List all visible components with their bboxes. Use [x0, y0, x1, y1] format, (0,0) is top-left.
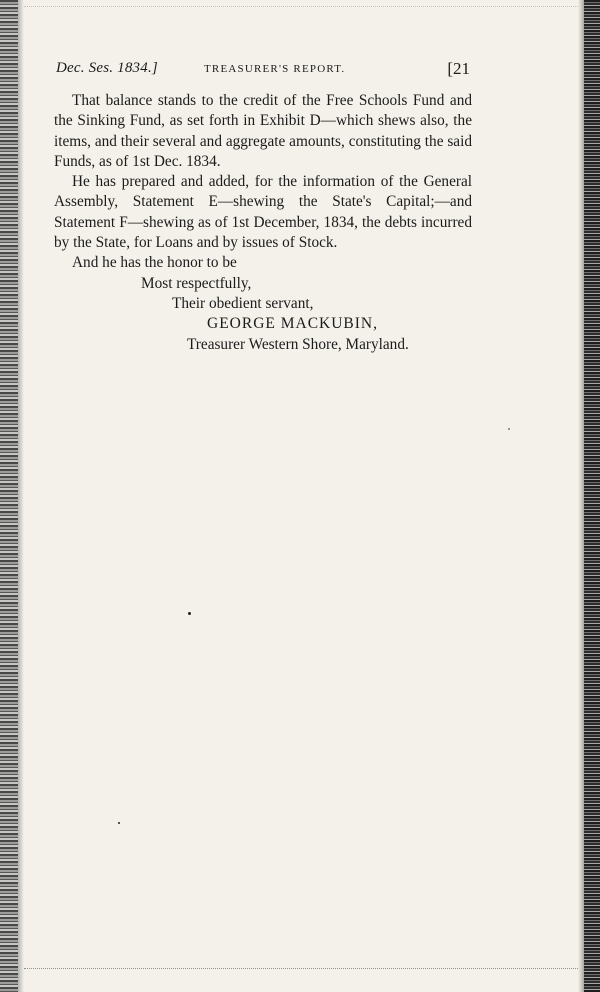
running-header — [54, 58, 472, 82]
scan-binding-left — [0, 0, 18, 992]
scan-edge-top — [24, 6, 578, 8]
closing-block — [54, 274, 472, 360]
paragraph-honor: And he has the honor to be — [72, 254, 237, 272]
header-session: Dec. Ses. 1834.] — [56, 60, 158, 76]
ink-speck — [188, 612, 191, 615]
closing-servant: Their obedient servant, — [172, 294, 314, 312]
report-body — [54, 91, 472, 274]
header-title: TREASURER'S REPORT. — [204, 63, 346, 75]
document-page — [54, 58, 472, 360]
scan-binding-right — [584, 0, 600, 992]
signature-title: Treasurer Western Shore, Maryland. — [187, 335, 409, 353]
ink-speck — [118, 822, 120, 824]
scan-edge-bottom — [24, 968, 578, 972]
page-number: [21 — [447, 59, 470, 78]
closing-respectfully: Most respectfully, — [141, 274, 252, 292]
scan-shadow-left — [18, 0, 24, 992]
signature-name: GEORGE MACKUBIN, — [207, 314, 378, 332]
paragraph-balance: That balance stands to the credit of the Free Schools Fund and the Sinking Fund, as set forth in Exhibit D—which shews also, the items, and their several and aggregate amounts, constituting the said Funds, as of 1st Dec. 1834. — [54, 92, 472, 170]
paragraph-statements: He has prepared and added, for the information of the General Assembly, Statement E—shewing the State's Capital;—and Statement F—shewing as of 1st December, 1834, the debts incurred by the State, for Loans and by issues of Stock. — [54, 173, 472, 252]
ink-speck — [508, 428, 510, 430]
scan-shadow-right — [578, 0, 584, 992]
